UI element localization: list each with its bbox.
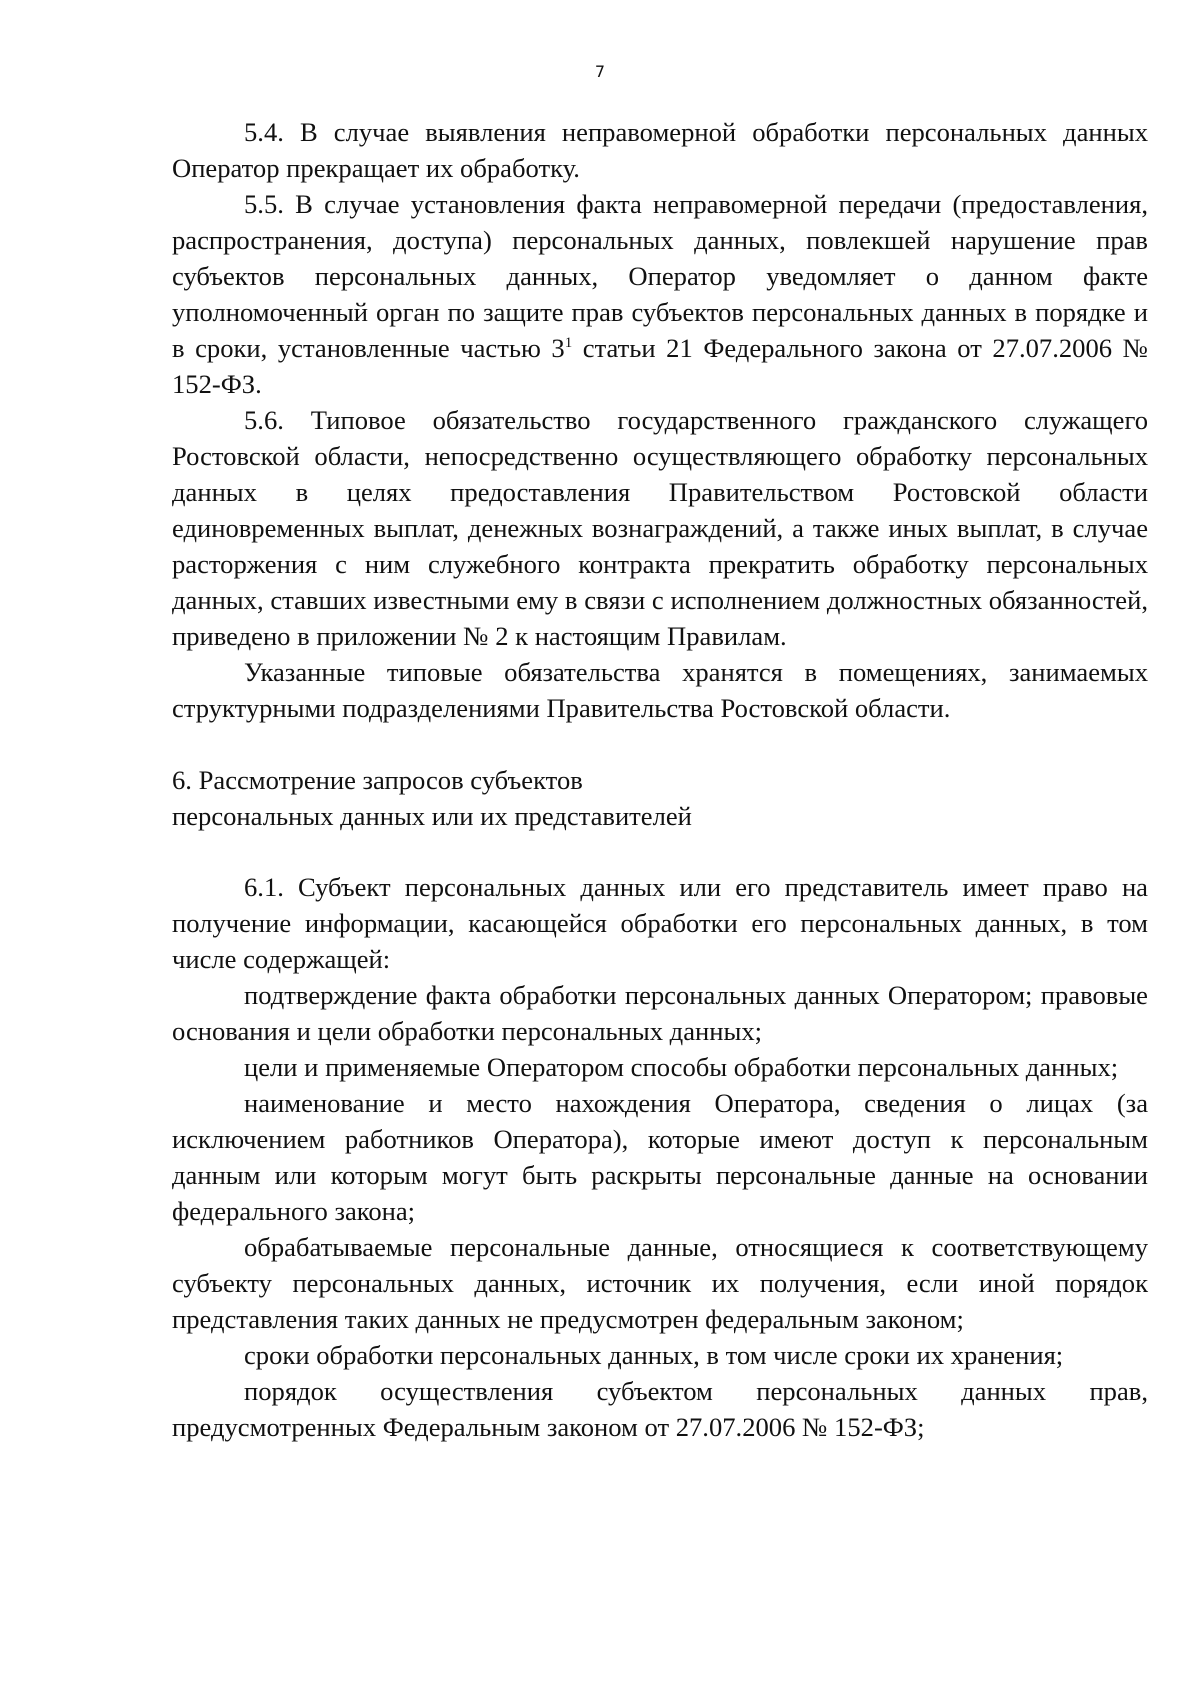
- list-item-fact-confirmation: подтверждение факта обработки персональных данных Оператором; правовые основания и цели обработки персональных данных;: [172, 980, 1148, 1046]
- section-heading-line-2: персональных данных или их представителей: [172, 801, 692, 831]
- paragraph-5-5: [172, 186, 1148, 402]
- superscript-footnote: 1: [564, 335, 573, 352]
- section-heading-line-1: 6. Рассмотрение запросов субъектов: [172, 765, 583, 795]
- page-number: 7: [594, 62, 606, 81]
- list-item-processing-terms: сроки обработки персональных данных, в том числе сроки их хранения;: [244, 1340, 1064, 1370]
- paragraph-5-5-text: 5.5. В случае установления факта неправомерной передачи (предоставления, распространения, доступа) персональных данных, повлекшей нарушение прав субъектов персональных данных, Оператор уведомляет о данном факте уполномоченный орган по защите прав субъектов персональных данных в порядке и в сроки, установленные частью 3: [172, 189, 1148, 363]
- list-item-rights-procedure: порядок осуществления субъектом персональных данных прав, предусмотренных Федеральным законом от 27.07.2006 № 152-ФЗ;: [172, 1376, 1148, 1442]
- document-body: [172, 114, 1148, 1445]
- paragraph-5-6: 5.6. Типовое обязательство государственного гражданского служащего Ростовской области, непосредственно осуществляющего обработку персональных данных в целях предоставления Правительством Ростовской области единовременных выплат, денежных вознаграждений, а также иных выплат, в случае расторжения с ним служебного контракта прекратить обработку персональных данных, ставших известными ему в связи с исполнением должностных обязанностей, приведено в приложении № 2 к настоящим Правилам.: [172, 405, 1148, 651]
- paragraph-obligations-storage: Указанные типовые обязательства хранятся в помещениях, занимаемых структурными подразделениями Правительства Ростовской области.: [172, 657, 1148, 723]
- list-item-processed-data: обрабатываемые персональные данные, относящиеся к соответствующему субъекту персональных данных, источник их получения, если иной порядок представления таких данных не предусмотрен федеральным законом;: [172, 1232, 1148, 1334]
- paragraph-6-1: 6.1. Субъект персональных данных или его представитель имеет право на получение информации, касающейся обработки его персональных данных, в том числе содержащей:: [172, 872, 1148, 974]
- paragraph-5-4: 5.4. В случае выявления неправомерной обработки персональных данных Оператор прекращает их обработку.: [172, 117, 1148, 183]
- list-item-operator-name-location: наименование и место нахождения Оператора, сведения о лицах (за исключением работников Оператора), которые имеют доступ к персональным данным или которым могут быть раскрыты персональные данные на основании федерального закона;: [172, 1088, 1148, 1226]
- list-item-purposes-methods: цели и применяемые Оператором способы обработки персональных данных;: [244, 1052, 1119, 1082]
- paragraph-5-5-text-end: статьи 21 Федерального закона от 27.07.2006 № 152-ФЗ.: [172, 333, 1149, 399]
